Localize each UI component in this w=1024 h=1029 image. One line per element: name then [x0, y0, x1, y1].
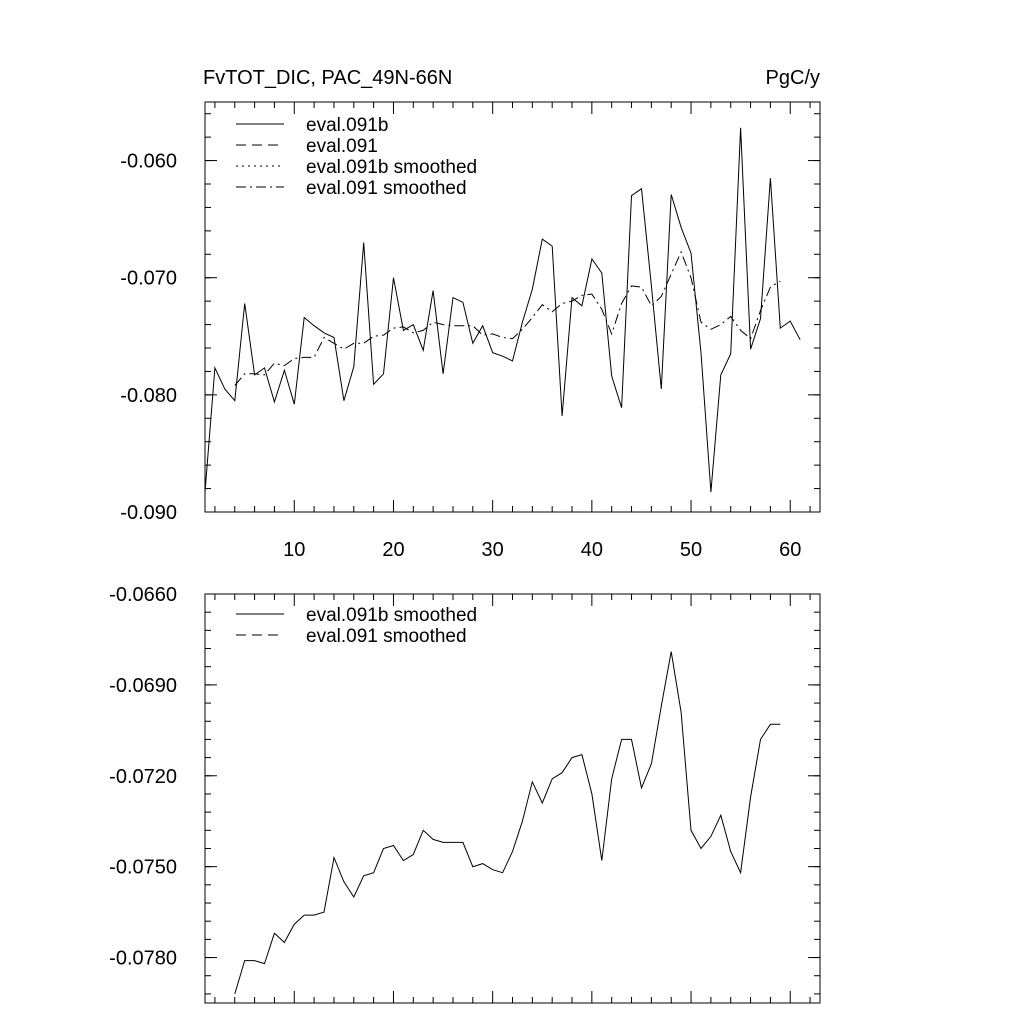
bottom-panel: [109, 584, 820, 1003]
legend-label: eval.091b smoothed: [306, 605, 478, 626]
series-line-eval-091b-smoothed: [235, 652, 781, 994]
x-tick-label: 40: [580, 539, 603, 561]
x-tick-label: 30: [481, 539, 504, 561]
y-tick-label: -0.0780: [109, 947, 177, 970]
top-panel: [120, 102, 820, 561]
y-tick-label: -0.060: [120, 150, 177, 173]
chart-title: FvTOT_DIC, PAC_49N-66N: [203, 67, 453, 89]
legend-label: eval.091: [306, 136, 378, 157]
y-tick-label: -0.0720: [109, 765, 177, 788]
y-tick-label: -0.0750: [109, 856, 177, 879]
legend-label: eval.091b: [306, 115, 389, 136]
y-tick-label: -0.0690: [109, 674, 177, 697]
series-line-eval-091b: [205, 128, 800, 492]
units-label: PgC/y: [765, 67, 820, 89]
plot-frame: [205, 102, 820, 512]
x-tick-label: 20: [382, 539, 405, 561]
x-tick-label: 60: [779, 539, 802, 561]
x-tick-label: 50: [679, 539, 703, 561]
series-line-eval-091-smoothed: [235, 252, 781, 386]
x-tick-label: 10: [283, 539, 306, 561]
plot-frame: [205, 594, 820, 1003]
y-tick-label: -0.090: [120, 502, 177, 524]
legend-label: eval.091b smoothed: [306, 157, 478, 178]
y-tick-label: -0.080: [120, 384, 177, 407]
y-tick-label: -0.070: [120, 267, 177, 290]
y-tick-label: -0.0660: [109, 584, 177, 606]
legend-label: eval.091 smoothed: [306, 178, 467, 199]
legend-label: eval.091 smoothed: [306, 626, 467, 647]
